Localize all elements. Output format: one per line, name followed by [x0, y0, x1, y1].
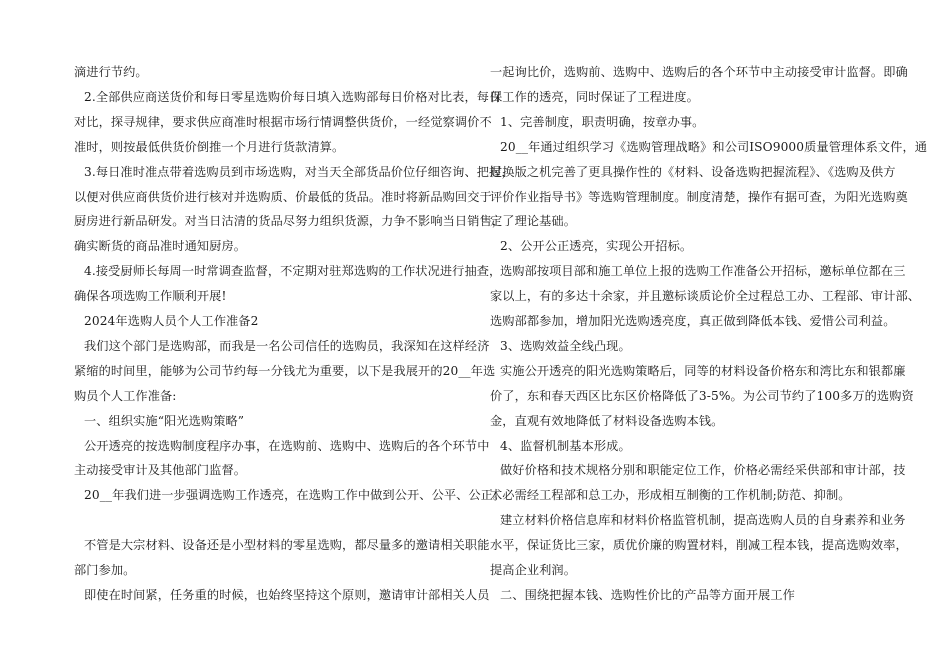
text-line: 购员个人工作准备: [74, 388, 177, 403]
text-line: 一起询比价，选购前、选购中、选购后的各个环节中主动接受审计监督。即确 [490, 65, 908, 79]
text-line: 即使在时间紧，任务重的时候，也始终坚持这个原则，邀请审计部相关人员 [84, 587, 490, 602]
text-line: 4.接受厨师长每周一时常调查监督，不定期对驻郑选购的工作状况进行抽查， [84, 264, 502, 279]
text-line: 提高企业利润。 [490, 563, 577, 577]
text-line: 20__年通过组织学习《选购管理战略》和公司ISO9000质量管理体系文件，通 [500, 139, 928, 154]
text-line: 3、选购效益全线凸现。 [500, 338, 631, 353]
text-line: 2、公开公正透亮，实现公开招标。 [500, 239, 693, 254]
text-line: 对比，探寻规律，要求供应商准时根据市场行情调整供货价，一经觉察调价不 [74, 114, 492, 129]
text-line: 2.全部供应商送货价和每日零星选购价每日填入选购部每日价格对比表，每日 [84, 89, 502, 104]
text-line: 以便对供应商供货价进行核对并选购质、价最低的货品。准时将新品购回交于 [74, 189, 492, 204]
text-line: 确保各项选购工作顺利开展! [74, 289, 227, 304]
text-line: 家以上，有的多达十余家，并且邀标谈质论价全过程总工办、工程部、审计部、 [490, 289, 921, 304]
text-line: 2024年选购人员个人工作准备2 [84, 314, 259, 328]
text-line: 一、组织实施“阳光选购策略” [84, 413, 245, 428]
text-line: 做好价格和技术规格分别和职能定位工作，价格必需经采供部和审计部，技 [500, 463, 906, 478]
text-line: 滴进行节约。 [74, 65, 148, 79]
text-line: 选购部都参加，增加阳光选购透亮度，真正做到降低本钱、爱惜公司利益。 [490, 314, 896, 328]
text-line: 4、监督机制基本形成。 [500, 438, 631, 453]
text-line: 金，直观有效地降低了材料设备选购本钱。 [490, 413, 724, 428]
text-line: 准时，则按最低供货价倒推一个月进行货款清算。 [74, 139, 345, 154]
text-line: 厨房进行新品研发。对当日沽清的货品尽努力组织货源，力争不影响当日销售， [74, 214, 505, 229]
text-line: 3.每日准时准点带着选购员到市场选购，对当天全部货品价位仔细咨询、把握， [84, 164, 514, 179]
text-line: 主动接受审计及其他部门监督。 [74, 463, 247, 478]
text-line: 二、围绕把握本钱、选购性价比的产品等方面开展工作 [500, 587, 795, 602]
text-line: 水平，保证货比三家，质优价廉的购置材料，削减工程本钱，提高选购效率， [490, 538, 908, 553]
text-line: 我们这个部门是选购部，而我是一名公司信任的选购员，我深知在这样经济 [84, 338, 490, 353]
text-line: 公开透亮的按选购制度程序办事，在选购前、选购中、选购后的各个环节中 [84, 438, 490, 453]
text-line: 确实断货的商品准时通知厨房。 [74, 239, 247, 254]
text-line: 定了理论基础。 [490, 214, 577, 229]
text-line: 价了，东和春天西区比东区价格降低了3-5%。为公司节约了100多万的选购资 [490, 388, 914, 403]
text-line: 建立材料价格信息库和材料价格监管机制，提高选购人员的自身素养和业务 [500, 513, 906, 528]
text-line: 过换版之机完善了更具操作性的《材料、设备选购把握流程》、《选购及供方 [490, 164, 896, 179]
text-line: 评价作业指导书》等选购管理制度。制度清楚，操作有据可查，为阳光选购奠 [490, 189, 908, 204]
text-line: 部门参加。 [74, 563, 136, 577]
text-line: 20__年我们进一步强调选购工作透亮，在选购工作中做到公开、公平、公正。 [84, 488, 506, 503]
text-line: 选购部按项目部和施工单位上报的选购工作准备公开招标，邀标单位都在三 [500, 264, 906, 279]
text-line: 保工作的透亮，同时保证了工程进度。 [490, 89, 699, 104]
text-line: 术必需经工程部和总工办，形成相互制衡的工作机制;防范、抑制。 [490, 488, 851, 503]
text-line: 1、完善制度，职责明确，按章办事。 [500, 114, 705, 129]
text-line: 紧缩的时间里，能够为公司节约每一分钱尤为重要，以下是我展开的20__年选 [74, 363, 496, 378]
text-line: 不管是大宗材料、设备还是小型材料的零星选购，都尽量多的邀请相关职能 [84, 538, 490, 553]
text-line: 实施公开透亮的阳光选购策略后，同等的材料设备价格东和湾比东和银都廉 [500, 363, 906, 378]
